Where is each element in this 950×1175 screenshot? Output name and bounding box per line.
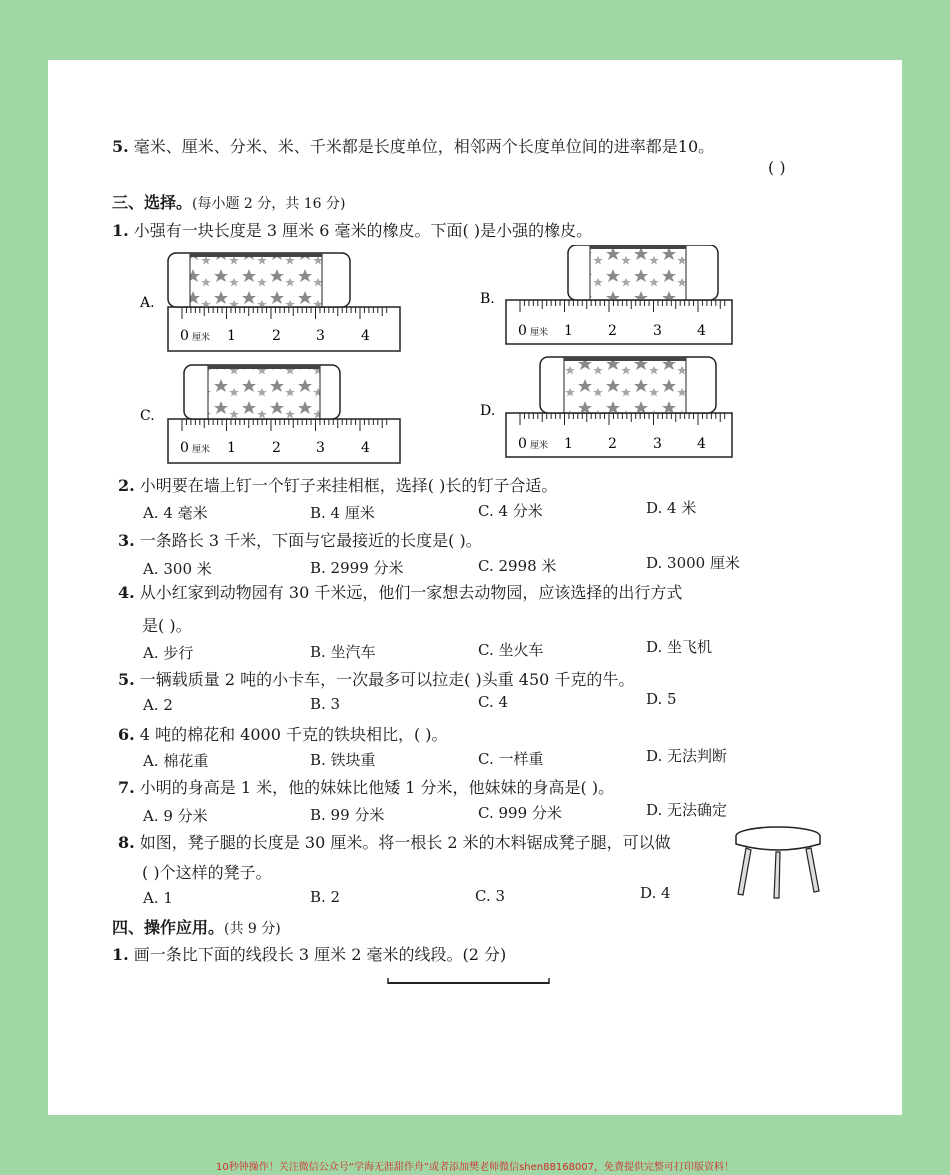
question-text: 小明的身高是 1 米，他的妹妹比他矮 1 分米，他妹妹的身高是( )。 [139, 778, 615, 797]
unit-label: 厘米 [192, 333, 211, 343]
option-c[interactable]: C. 一样重 [478, 750, 544, 768]
question-text: 从小红家到动物园有 30 千米远，他们一家想去动物园，应该选择的出行方式 [139, 583, 683, 602]
option-d[interactable]: D. 坐飞机 [646, 638, 713, 656]
option-c[interactable]: C. 999 分米 [478, 804, 562, 822]
option-d[interactable]: D. 无法确定 [646, 801, 728, 819]
eraser-sleeve [590, 245, 686, 300]
unit-label: 厘米 [192, 445, 211, 455]
section-4-heading [112, 915, 281, 938]
option-c[interactable]: C. 坐火车 [478, 641, 544, 659]
eraser-sleeve-edge [564, 357, 686, 361]
question-text: 毫米、厘米、分米、米、千米都是长度单位，相邻两个长度单位间的进率都是10。 [133, 137, 715, 156]
tick-label-0: 0 [180, 440, 189, 456]
question-text: 小强有一块长度是 3 厘米 6 毫米的橡皮。下面( )是小强的橡皮。 [133, 221, 593, 240]
unit-label: 厘米 [530, 441, 549, 451]
section-title: 四、操作应用。 [112, 918, 225, 937]
tick-label-4: 4 [697, 323, 706, 339]
question-3-7 [118, 775, 614, 798]
eraser-ruler-figures [130, 245, 770, 470]
option-a-figure [139, 253, 400, 351]
option-b[interactable]: B. 铁块重 [310, 751, 376, 769]
option-a[interactable]: A. 1 [143, 889, 173, 907]
tick-label-2: 2 [272, 440, 281, 456]
question-3-1 [112, 218, 592, 241]
option-a[interactable]: A. 2 [143, 696, 173, 714]
reference-line-segment [385, 975, 555, 989]
option-b[interactable]: B. 坐汽车 [310, 643, 376, 661]
question-3-8-continued: ( )个这样的凳子。 [142, 863, 272, 882]
tick-label-1: 1 [227, 328, 236, 344]
tick-label-1: 1 [564, 436, 573, 452]
tick-label-0: 0 [518, 323, 527, 339]
tick-label-4: 4 [361, 440, 370, 456]
option-c-figure [140, 365, 400, 463]
option-c[interactable]: C. 4 分米 [478, 502, 543, 520]
tick-label-3: 3 [653, 323, 662, 339]
section-3-heading [112, 190, 345, 213]
tick-label-0: 0 [518, 436, 527, 452]
question-number: 1. [112, 945, 129, 964]
question-3-3 [118, 528, 482, 551]
unit-label: 厘米 [530, 328, 549, 338]
eraser-sleeve [190, 253, 322, 307]
option-a[interactable]: A. 9 分米 [143, 807, 208, 825]
tick-label-3: 3 [653, 436, 662, 452]
tick-label-2: 2 [608, 436, 617, 452]
question-3-5 [118, 667, 634, 690]
question-3-2 [118, 473, 557, 496]
eraser-sleeve-edge [208, 365, 320, 369]
question-text: 4 吨的棉花和 4000 千克的铁块相比，( )。 [139, 725, 448, 744]
section-note: (每小题 2 分，共 16 分) [192, 196, 346, 212]
option-a[interactable]: A. 4 毫米 [143, 504, 208, 522]
section-title: 三、选择。 [112, 193, 193, 212]
option-a[interactable]: A. 300 米 [143, 560, 212, 578]
question-number: 1. [112, 221, 129, 240]
option-d[interactable]: D. 4 米 [646, 499, 697, 517]
eraser-sleeve-edge [590, 245, 686, 249]
option-d[interactable]: D. 3000 厘米 [646, 554, 740, 572]
option-c[interactable]: C. 4 [478, 693, 509, 711]
option-c[interactable]: C. 3 [475, 887, 506, 905]
footer-banner: 10秒钟操作！关注微信公众号“学海无涯甜作舟”或者添加樊老师微信shen88168007，免费提供完整可打印版资料！ [215, 1162, 735, 1173]
option-b-figure [480, 245, 732, 344]
option-b[interactable]: B. 2 [310, 888, 341, 906]
tick-label-2: 2 [272, 328, 281, 344]
question-number: 6. [118, 725, 135, 744]
option-b[interactable]: B. 2999 分米 [310, 559, 404, 577]
option-b[interactable]: B. 3 [310, 695, 341, 713]
tick-label-3: 3 [316, 328, 325, 344]
option-label: C. [140, 408, 155, 424]
eraser-sleeve-edge [190, 253, 322, 257]
tick-label-1: 1 [564, 323, 573, 339]
option-label: A. [140, 295, 155, 311]
question-number: 5. [118, 670, 135, 689]
tick-label-0: 0 [180, 328, 189, 344]
question-text: 画一条比下面的线段长 3 厘米 2 毫米的线段。(2 分) [133, 945, 507, 964]
option-c[interactable]: C. 2998 米 [478, 557, 557, 575]
tick-label-4: 4 [361, 328, 370, 344]
stool-illustration [732, 822, 824, 900]
section-note: (共 9 分) [224, 921, 281, 937]
question-text: 如图，凳子腿的长度是 30 厘米。将一根长 2 米的木料锯成凳子腿，可以做 [139, 833, 671, 852]
question-number: 3. [118, 531, 135, 550]
option-a[interactable]: A. 棉花重 [143, 752, 209, 770]
question-text: 小明要在墙上钉一个钉子来挂相框，选择( )长的钉子合适。 [139, 476, 558, 495]
judge-question-5 [112, 134, 714, 157]
option-a[interactable]: A. 步行 [143, 644, 194, 662]
tick-label-4: 4 [697, 436, 706, 452]
question-3-6 [118, 722, 448, 745]
question-number: 5. [112, 137, 129, 156]
option-b[interactable]: B. 99 分米 [310, 806, 385, 824]
question-number: 4. [118, 583, 135, 602]
option-d-figure [480, 357, 732, 457]
tick-label-1: 1 [227, 440, 236, 456]
tick-label-3: 3 [316, 440, 325, 456]
option-d[interactable]: D. 4 [640, 884, 671, 902]
question-text: 一条路长 3 千米，下面与它最接近的长度是( )。 [139, 531, 482, 550]
option-d[interactable]: D. 无法判断 [646, 747, 728, 765]
question-3-4-continued: 是( )。 [142, 616, 192, 635]
eraser-sleeve [564, 357, 686, 413]
question-3-4 [118, 580, 682, 603]
question-text: 一辆载质量 2 吨的小卡车，一次最多可以拉走( )头重 450 千克的牛。 [139, 670, 635, 689]
question-4-1 [112, 942, 506, 965]
option-label: D. [480, 403, 496, 419]
tick-label-2: 2 [608, 323, 617, 339]
question-number: 7. [118, 778, 135, 797]
option-b[interactable]: B. 4 厘米 [310, 504, 375, 522]
option-label: B. [480, 291, 495, 307]
answer-bracket: ( ) [768, 158, 786, 177]
question-number: 8. [118, 833, 135, 852]
eraser-sleeve [208, 365, 320, 419]
option-d[interactable]: D. 5 [646, 690, 677, 708]
question-3-8 [118, 830, 671, 853]
question-number: 2. [118, 476, 135, 495]
